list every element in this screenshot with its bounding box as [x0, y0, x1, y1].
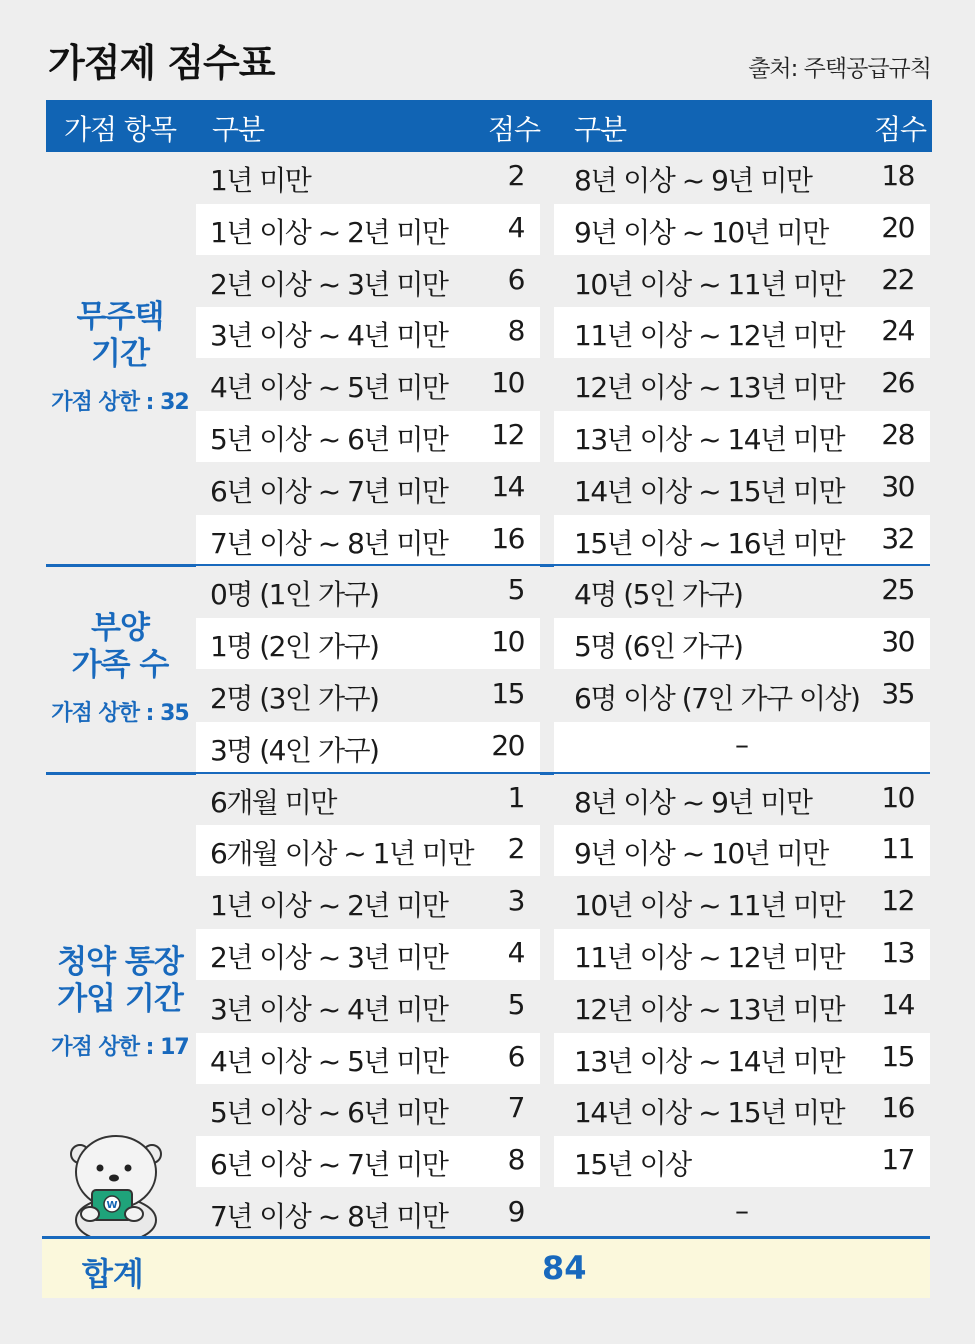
category-cell: [46, 944, 194, 1061]
header-score-2: 점수: [874, 113, 927, 146]
row-score: 8: [507, 314, 524, 348]
row-score: 35: [881, 677, 914, 710]
row-score: 6: [507, 1039, 524, 1073]
table-row: [554, 670, 930, 721]
table-row: [196, 256, 540, 307]
table-row: [196, 463, 540, 514]
category-name-line1: 청약 통장: [57, 943, 183, 980]
row-label: 2년 이상 ~ 3년 미만: [210, 267, 448, 301]
row-label: 15년 이상: [574, 1148, 691, 1182]
empty-cell-dash: –: [735, 727, 749, 761]
table-row: [196, 825, 540, 876]
header-score-1: 점수: [488, 113, 541, 146]
row-label: 1년 이상 ~ 2년 미만: [210, 889, 448, 923]
row-label: 1명 (2인 가구): [210, 630, 379, 664]
row-label: 1년 이상 ~ 2년 미만: [210, 215, 448, 249]
table-row: [196, 359, 540, 410]
row-label: 7년 이상 ~ 8년 미만: [210, 1200, 448, 1233]
row-score: 20: [491, 728, 524, 762]
row-label: 5명 (6인 가구): [574, 630, 743, 664]
header-item: 가점 항목: [64, 113, 177, 146]
row-score: 30: [881, 625, 914, 659]
table-row: [196, 774, 540, 825]
row-score: 17: [881, 1143, 914, 1177]
table-row: [554, 256, 930, 307]
row-score: 6: [507, 262, 524, 296]
table-row: [554, 929, 930, 980]
table-row: [196, 1136, 540, 1187]
row-label: 5년 이상 ~ 6년 미만: [210, 1096, 448, 1130]
row-score: 13: [881, 936, 914, 969]
row-score: 20: [881, 210, 914, 244]
row-label: 14년 이상 ~ 15년 미만: [574, 1096, 845, 1130]
table-row: [196, 1033, 540, 1084]
row-score: 16: [881, 1091, 914, 1125]
category-name-line2: 가입 기간: [57, 980, 183, 1017]
table-row: [554, 1033, 930, 1084]
table-row: [196, 152, 540, 203]
row-label: 4년 이상 ~ 5년 미만: [210, 371, 448, 405]
row-label: 6개월 이상 ~ 1년 미만: [210, 837, 474, 871]
total-label: 합계: [82, 1255, 144, 1293]
total-value: 84: [542, 1249, 587, 1287]
table-row: [554, 411, 930, 462]
mascot-badge-letter: W: [106, 1200, 118, 1211]
row-score: 9: [507, 1195, 524, 1228]
row-score: 12: [881, 884, 914, 918]
header-category-2: 구분: [574, 113, 627, 146]
table-row: [554, 774, 930, 825]
table-row: [196, 722, 540, 773]
row-score: 25: [881, 573, 914, 607]
row-label: 10년 이상 ~ 11년 미만: [574, 889, 845, 923]
row-label: 6명 이상 (7인 가구 이상): [574, 682, 860, 715]
table-row: [554, 825, 930, 876]
row-label: 7년 이상 ~ 8년 미만: [210, 526, 448, 560]
row-label: 1년 미만: [210, 164, 311, 197]
row-score: 15: [881, 1039, 914, 1073]
table-row: [196, 981, 540, 1032]
row-score: 11: [881, 832, 914, 866]
row-label: 11년 이상 ~ 12년 미만: [574, 941, 845, 974]
row-score: 18: [881, 159, 914, 192]
category-name-line1: 부양: [91, 610, 149, 646]
row-label: 10년 이상 ~ 11년 미만: [574, 267, 845, 301]
row-label: 5년 이상 ~ 6년 미만: [210, 423, 448, 456]
row-label: 2년 이상 ~ 3년 미만: [210, 941, 448, 974]
table-row: [196, 515, 540, 566]
row-score: 22: [881, 262, 914, 296]
row-score: 26: [881, 366, 914, 400]
table-row: [196, 411, 540, 462]
row-score: 28: [881, 418, 914, 451]
table-header: [46, 100, 932, 152]
source-note: 출처: 주택공급규칙: [748, 56, 931, 82]
row-label: 15년 이상 ~ 16년 미만: [574, 526, 845, 560]
table-row: [196, 1084, 540, 1135]
row-score: 8: [507, 1143, 524, 1177]
table-row: [554, 152, 930, 203]
row-score: 16: [491, 521, 524, 555]
row-label: 6년 이상 ~ 7년 미만: [210, 474, 448, 508]
category-limit: 가점 상한 : 32: [51, 390, 189, 416]
row-label: 4년 이상 ~ 5년 미만: [210, 1044, 448, 1078]
table-row: [196, 929, 540, 980]
row-score: 5: [507, 573, 524, 607]
category-name-line2: 가족 수: [71, 647, 169, 683]
row-label: 6년 이상 ~ 7년 미만: [210, 1148, 448, 1182]
empty-cell-dash: –: [735, 1194, 749, 1227]
row-score: 7: [507, 1091, 524, 1125]
total-row: [42, 1236, 930, 1298]
category-cell: [46, 610, 194, 727]
table-row: [554, 515, 930, 566]
row-score: 32: [881, 521, 914, 555]
row-label: 3년 이상 ~ 4년 미만: [210, 992, 448, 1026]
table-row: [196, 566, 540, 617]
table-row: [554, 1084, 930, 1135]
row-score: 4: [507, 210, 524, 244]
row-label: 12년 이상 ~ 13년 미만: [574, 992, 845, 1026]
row-label: 11년 이상 ~ 12년 미만: [574, 319, 845, 353]
row-score: 4: [507, 936, 524, 969]
table-row: [196, 1188, 540, 1239]
table-row: [554, 1188, 930, 1239]
table-row: [554, 359, 930, 410]
row-score: 12: [491, 418, 524, 451]
row-label: 12년 이상 ~ 13년 미만: [574, 371, 845, 405]
table-row: [554, 463, 930, 514]
category-limit: 가점 상한 : 35: [51, 701, 189, 726]
table-row: [196, 307, 540, 358]
row-score: 10: [491, 366, 524, 400]
category-limit: 가점 상한 : 17: [51, 1034, 189, 1060]
row-score: 2: [507, 159, 524, 192]
row-label: 3년 이상 ~ 4년 미만: [210, 319, 448, 353]
row-score: 15: [491, 677, 524, 710]
row-label: 13년 이상 ~ 14년 미만: [574, 1044, 845, 1078]
row-score: 10: [881, 780, 914, 814]
table-row: [554, 722, 930, 773]
row-score: 2: [507, 832, 524, 866]
table-row: [196, 204, 540, 255]
row-label: 6개월 미만: [210, 785, 336, 819]
row-score: 3: [507, 884, 524, 918]
row-score: 14: [491, 469, 524, 503]
table-row: [554, 877, 930, 928]
table-row: [554, 566, 930, 617]
table-row: [554, 204, 930, 255]
row-label: 8년 이상 ~ 9년 미만: [574, 164, 812, 197]
table-row: [196, 877, 540, 928]
table-row: [554, 981, 930, 1032]
row-label: 0명 (1인 가구): [210, 578, 379, 612]
row-score: 14: [881, 987, 914, 1021]
category-cell: [46, 299, 194, 416]
row-label: 13년 이상 ~ 14년 미만: [574, 423, 845, 456]
row-score: 24: [881, 314, 914, 348]
row-score: 30: [881, 469, 914, 503]
row-label: 3명 (4인 가구): [210, 733, 379, 767]
row-label: 9년 이상 ~ 10년 미만: [574, 215, 828, 249]
row-score: 10: [491, 625, 524, 659]
category-name-line1: 무주택: [76, 299, 164, 336]
category-name-line2: 기간: [91, 336, 149, 373]
table-row: [196, 618, 540, 669]
otter-mascot-icon: [66, 1128, 166, 1236]
row-score: 1: [507, 780, 524, 814]
row-label: 2명 (3인 가구): [210, 682, 379, 715]
header-category-1: 구분: [212, 113, 265, 146]
table-row: [554, 1136, 930, 1187]
row-label: 4명 (5인 가구): [574, 578, 743, 612]
row-score: 5: [507, 987, 524, 1021]
table-row: [554, 307, 930, 358]
row-label: 8년 이상 ~ 9년 미만: [574, 785, 812, 819]
table-row: [196, 670, 540, 721]
table-row: [554, 618, 930, 669]
page-title: 가점제 점수표: [48, 41, 275, 85]
row-label: 14년 이상 ~ 15년 미만: [574, 474, 845, 508]
row-label: 9년 이상 ~ 10년 미만: [574, 837, 828, 871]
